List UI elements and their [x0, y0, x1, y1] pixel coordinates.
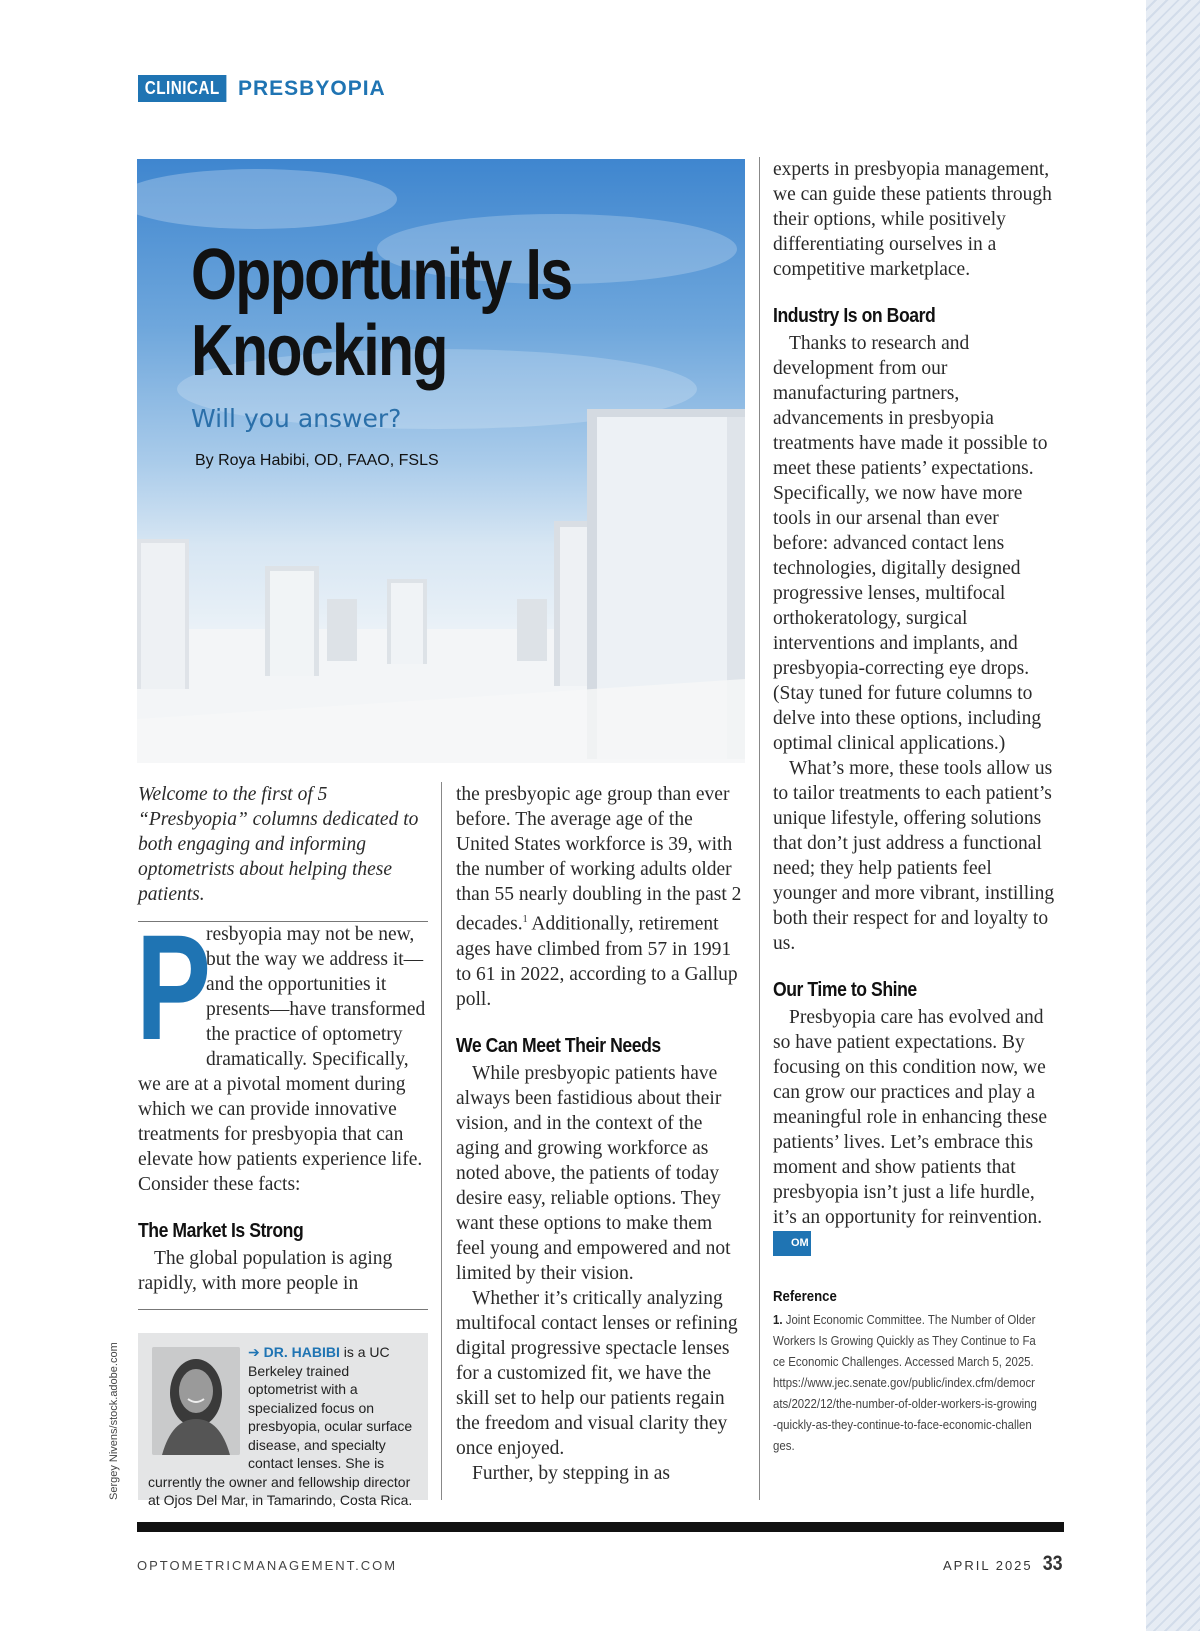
market-text: the presbyopic age group than ever before. The average age of the United States workforce is 39, with the number of working adults older than 55 nearly doubling in the past 2 decades.: [456, 784, 742, 935]
author-description: is a UC Berkeley trained optometrist with a specialized focus on presbyopia, ocular surface disease, and specialty contact lenses. She is currently the owner and fellowship director at Ojos Del Mar, in Tamarindo, Costa Rica.: [148, 1344, 413, 1508]
column-1: [138, 782, 428, 1310]
author-bio-text: [148, 1343, 420, 1510]
article-title: [191, 237, 571, 389]
page-number: 33: [1042, 1552, 1063, 1575]
author-name: DR. HABIBI: [263, 1344, 340, 1360]
footer-bar: [137, 1522, 1064, 1532]
section-label: CLINICAL: [138, 75, 226, 102]
needs-paragraph-3-start: Further, by stepping in as: [472, 1462, 670, 1484]
drop-cap: P: [136, 903, 212, 1071]
column-divider: [441, 782, 442, 1500]
industry-paragraph-1: Thanks to research and development from our manufacturing partners, advancements in presbyopia treatments have made it possible to meet these patients’ expectations. Specifically, we now have more tools in our arsenal than ever before: advanced contact lens technologies, digitally designed progressive lenses, multifocal orthokeratology, surgical interventions and implants, and presbyopia-correcting eye drops. (Stay tuned for future columns to delve into these options, including optimal clinical applications.): [773, 333, 1048, 754]
industry-paragraph-2: What’s more, these tools allow us to tailor treatments to each patient’s unique lifestyle, offering solutions that don’t just address a functional need; they help patients feel younger and more vibrant, instilling both their respect for and loyalty to us.: [773, 758, 1055, 954]
page-margin-pattern: [1146, 0, 1200, 1631]
reference-number: 1.: [773, 1312, 783, 1327]
footer-date: APRIL 2025: [943, 1558, 1033, 1573]
arrow-icon: ➔: [248, 1344, 264, 1360]
author-bio: [138, 1333, 428, 1508]
column-divider: [759, 157, 760, 1500]
intro-text: Welcome to the first of 5 “Presbyopia” columns dedicated to both engaging and informing optometrists about helping these patients.: [138, 782, 428, 922]
reference-text: [773, 1309, 1037, 1456]
opening-text: resbyopia may not be new, but the way we address it—and the opportunities it presents—have transformed the practice of optometry dramatically. Specifically, we are at a pivotal moment during which we can provide innovative treatments for presbyopia that can elevate how patients experience life. Consider these facts:: [138, 924, 426, 1195]
article-title-line2: Knocking: [191, 311, 447, 391]
market-text-continued: Additionally, retirement ages have climbed from 57 in 1991 to 61 in 2022, according to a Gallup poll.: [456, 913, 738, 1010]
citation-marker: 1: [522, 914, 528, 925]
column-2: [456, 782, 746, 1486]
column-3: [773, 157, 1055, 1456]
shine-text: Presbyopia care has evolved and so have patient expectations. By focusing on this condition now, we can grow our practices and play a meaningful role in enhancing these patients’ lives. Let’s embrace this moment and show patients that presbyopia isn’t just a life hurdle, it’s an opportunity for reinvention.: [773, 1007, 1047, 1228]
opening-paragraph: [136, 903, 428, 1197]
article-subtitle: Will you answer?: [191, 404, 402, 433]
hero-image: [137, 159, 745, 763]
needs-paragraph-2: Whether it’s critically analyzing multifocal contact lenses or refining digital progressive spectacle lenses for a customized fit, we have the skill set to help our patients regain the freedom and visual clarity they once enjoyed.: [456, 1287, 738, 1459]
needs-paragraph-1: While presbyopic patients have always been fastidious about their vision, and in the context of the aging and growing workforce as noted above, the patients of today desire easy, reliable options. They want these options to make them feel young and empowered and not limited by their vision.: [456, 1062, 731, 1284]
market-paragraph-start: The global population is aging rapidly, with more people in: [138, 1248, 393, 1294]
section-heading-needs: We Can Meet Their Needs: [456, 1034, 661, 1057]
end-mark: OM: [773, 1231, 811, 1256]
section-header: [138, 75, 386, 102]
market-paragraph-continued: [456, 782, 746, 1012]
reference-heading: Reference: [773, 1288, 837, 1305]
article-byline: By Roya Habibi, OD, FAAO, FSLS: [195, 452, 439, 469]
reference-citation: Joint Economic Committee. The Number of Older Workers Is Growing Quickly as They Continue to Face Economic Challenges. Accessed March 5, 2025. https://www.jec.senate.gov/public/index.cfm/democrats/2022/12/the-number-of-older-workers-is-growing-quickly-as-they-continue-to-face-economic-challenges.: [773, 1312, 1037, 1453]
article-title-line1: Opportunity Is: [191, 235, 572, 315]
footer-issue: [943, 1552, 1064, 1576]
section-topic: PRESBYOPIA: [238, 76, 386, 100]
section-heading-industry: Industry Is on Board: [773, 305, 936, 327]
divider: [138, 1309, 428, 1310]
needs-paragraph-3-continued: experts in presbyopia management, we can guide these patients through their options, while positively differentiating ourselves in a competitive marketplace.: [773, 159, 1052, 280]
footer-website: OPTOMETRICMANAGEMENT.COM: [137, 1558, 398, 1573]
shine-paragraph: [773, 1005, 1055, 1256]
photo-credit: Sergey Nivens/stock.adobe.com: [108, 1342, 120, 1500]
section-heading-market: The Market Is Strong: [138, 1220, 304, 1242]
section-heading-shine: Our Time to Shine: [773, 979, 917, 1001]
